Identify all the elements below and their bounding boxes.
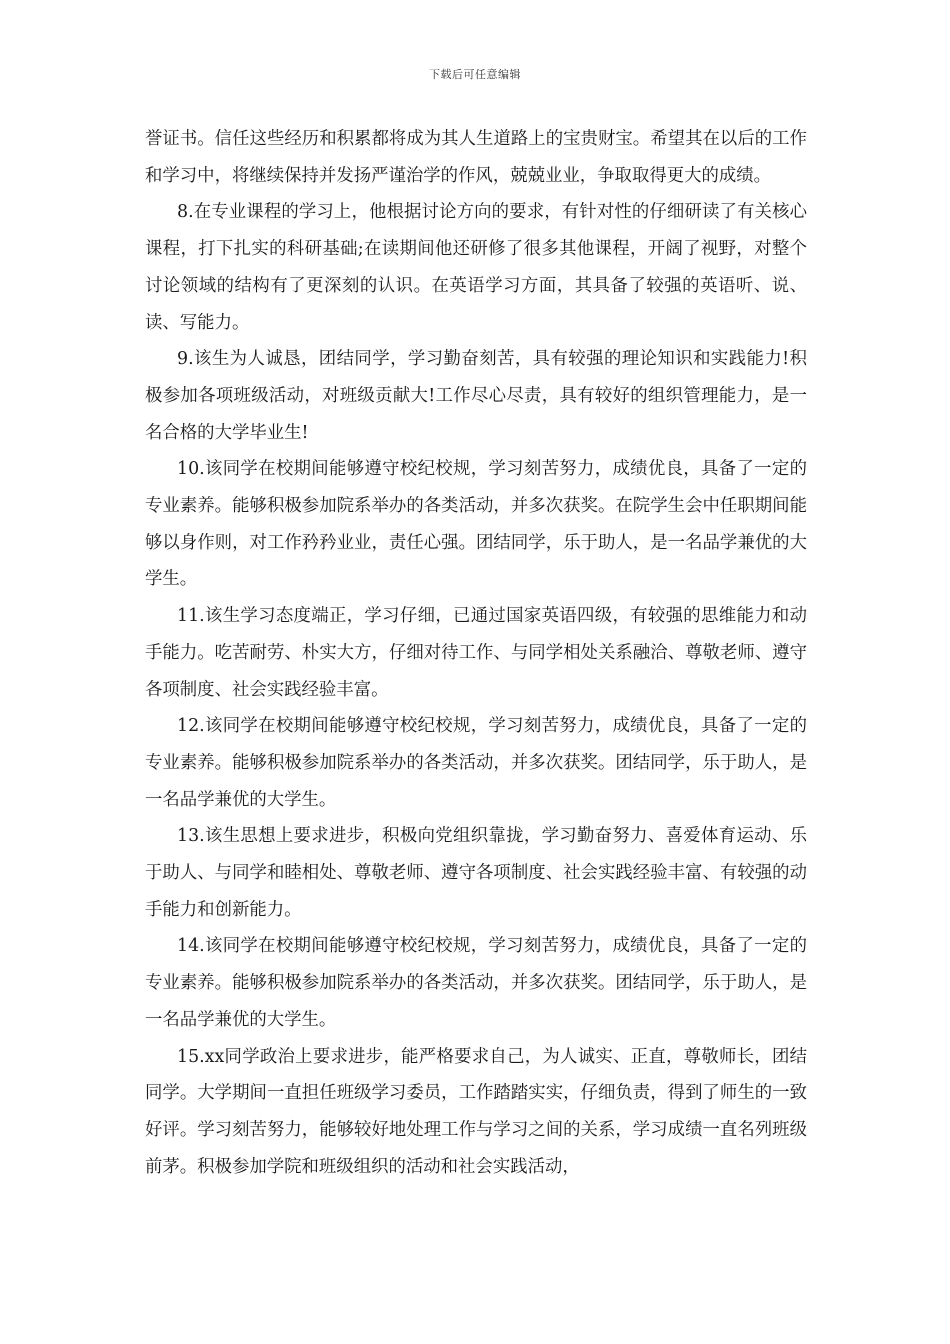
paragraph-item-15: 15.xx同学政治上要求进步，能严格要求自己，为人诚实、正直，尊敬师长，团结同学。大学期间一直担任班级学习委员，工作踏踏实实，仔细负责，得到了师生的一致好评。学习刻苦努力，能够较好地处理工作与学习之间的关系，学习成绩一直名列班级前茅。积极参加学院和班级组织的活动和社会实践活动， <box>145 1046 807 1177</box>
paragraph-item-8: 8.在专业课程的学习上，他根据讨论方向的要求，有针对性的仔细研读了有关核心课程，打下扎实的科研基础;在读期间他还研修了很多其他课程，开阔了视野，对整个讨论领域的结构有了更深刻的认识。在英语学习方面，其具备了较强的英语听、说、读、写能力。 <box>145 202 807 333</box>
document-body <box>145 121 807 1185</box>
paragraph-item-14: 14.该同学在校期间能够遵守校纪校规，学习刻苦努力，成绩优良，具备了一定的专业素养。能够积极参加院系举办的各类活动，并多次获奖。团结同学，乐于助人，是一名品学兼优的大学生。 <box>145 936 807 1030</box>
paragraph-item-10: 10.该同学在校期间能够遵守校纪校规，学习刻苦努力，成绩优良，具备了一定的专业素养。能够积极参加院系举办的各类活动，并多次获奖。在院学生会中任职期间能够以身作则，对工作矜矜业业，责任心强。团结同学，乐于助人，是一名品学兼优的大学生。 <box>145 459 807 590</box>
paragraph-item-12: 12.该同学在校期间能够遵守校纪校规，学习刻苦努力，成绩优良，具备了一定的专业素养。能够积极参加院系举办的各类活动，并多次获奖。团结同学，乐于助人，是一名品学兼优的大学生。 <box>145 716 807 810</box>
paragraph-continuation: 誉证书。信任这些经历和积累都将成为其人生道路上的宝贵财宝。希望其在以后的工作和学习中，将继续保持并发扬严谨治学的作风，兢兢业业，争取取得更大的成绩。 <box>145 129 807 186</box>
paragraph-item-11: 11.该生学习态度端正，学习仔细，已通过国家英语四级，有较强的思维能力和动手能力。吃苦耐劳、朴实大方，仔细对待工作、与同学相处关系融洽、尊敬老师、遵守各项制度、社会实践经验丰富。 <box>145 606 807 700</box>
paragraph-item-13: 13.该生思想上要求进步，积极向党组织靠拢，学习勤奋努力、喜爱体育运动、乐于助人、与同学和睦相处、尊敬老师、遵守各项制度、社会实践经验丰富、有较强的动手能力和创新能力。 <box>145 826 807 920</box>
page-header: 下载后可任意编辑 <box>429 68 521 81</box>
paragraph-item-9: 9.该生为人诚恳，团结同学，学习勤奋刻苦，具有较强的理论知识和实践能力!积极参加各项班级活动，对班级贡献大!工作尽心尽责，具有较好的组织管理能力，是一名合格的大学毕业生! <box>145 349 807 443</box>
